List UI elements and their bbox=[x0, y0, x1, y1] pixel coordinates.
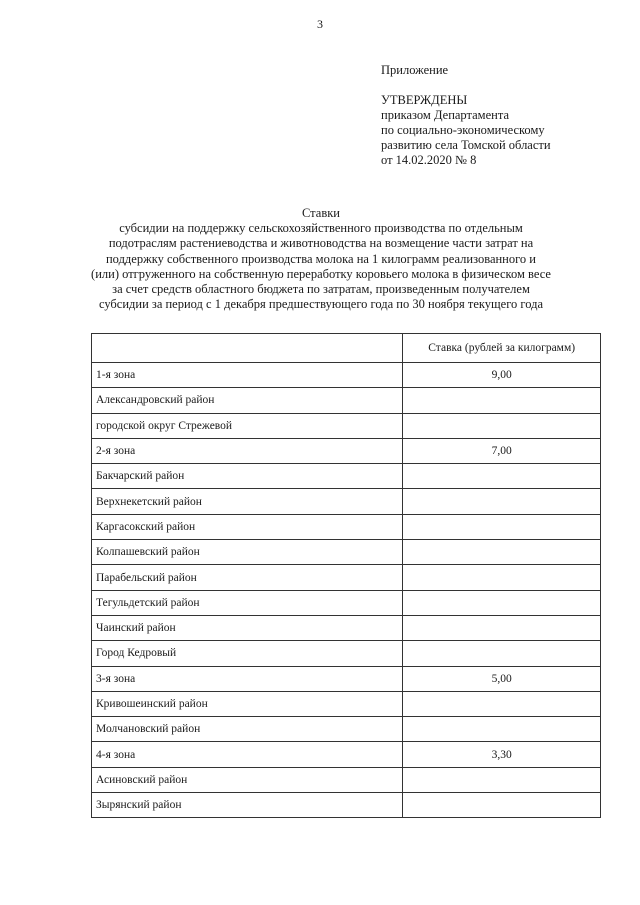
territory-name-cell: 3-я зона bbox=[92, 666, 403, 691]
table-row bbox=[92, 388, 601, 413]
rate-value-cell bbox=[403, 540, 601, 565]
header-rate-cell: Ставка (рублей за килограмм) bbox=[403, 334, 601, 363]
rate-value-cell bbox=[403, 590, 601, 615]
rate-value-cell bbox=[403, 615, 601, 640]
rate-value-cell bbox=[403, 767, 601, 792]
table-row bbox=[92, 590, 601, 615]
table-row bbox=[92, 438, 601, 463]
rate-value-cell bbox=[403, 641, 601, 666]
approval-line-2: по социально-экономическому bbox=[381, 123, 545, 137]
table-row bbox=[92, 413, 601, 438]
table-row bbox=[92, 793, 601, 818]
territory-name-cell: Парабельский район bbox=[92, 565, 403, 590]
title-line: поддержку собственного производства молока на 1 килограмм реализованного и bbox=[105, 251, 537, 266]
rate-value-cell bbox=[403, 489, 601, 514]
territory-name-cell: Асиновский район bbox=[92, 767, 403, 792]
table-row bbox=[92, 666, 601, 691]
title-line: субсидии на поддержку сельскохозяйственного производства по отдельным bbox=[119, 221, 523, 236]
document-title bbox=[80, 206, 562, 312]
rate-value-cell bbox=[403, 413, 601, 438]
territory-name-cell: Бакчарский район bbox=[92, 464, 403, 489]
table-row bbox=[92, 489, 601, 514]
territory-name-cell: Зырянский район bbox=[92, 793, 403, 818]
title-line: субсидии за период с 1 декабря предшествующего года по 30 ноября текущего года bbox=[98, 297, 544, 312]
rate-value-cell: 7,00 bbox=[403, 438, 601, 463]
table-row bbox=[92, 363, 601, 388]
rate-value-cell bbox=[403, 691, 601, 716]
table-row bbox=[92, 615, 601, 640]
territory-name-cell: Кривошеинский район bbox=[92, 691, 403, 716]
territory-name-cell: Каргасокский район bbox=[92, 514, 403, 539]
table-row bbox=[92, 691, 601, 716]
territory-name-cell: Колпашевский район bbox=[92, 540, 403, 565]
rate-value-cell bbox=[403, 464, 601, 489]
territory-name-cell: Тегульдетский район bbox=[92, 590, 403, 615]
territory-name-cell: Александровский район bbox=[92, 388, 403, 413]
rate-value-cell bbox=[403, 793, 601, 818]
rates-table bbox=[91, 333, 601, 818]
rate-value-cell: 9,00 bbox=[403, 363, 601, 388]
rate-value-cell bbox=[403, 565, 601, 590]
territory-name-cell: Верхнекетский район bbox=[92, 489, 403, 514]
table-row bbox=[92, 514, 601, 539]
approval-block bbox=[381, 63, 551, 168]
territory-name-cell: городской округ Стрежевой bbox=[92, 413, 403, 438]
table-row bbox=[92, 540, 601, 565]
table-row bbox=[92, 641, 601, 666]
territory-name-cell: 1-я зона bbox=[92, 363, 403, 388]
appendix-label: Приложение bbox=[381, 63, 449, 77]
table-row bbox=[92, 565, 601, 590]
title-heading: Ставки bbox=[301, 206, 340, 220]
territory-name-cell: 2-я зона bbox=[92, 438, 403, 463]
table-row bbox=[92, 767, 601, 792]
approval-order-date: от 14.02.2020 № 8 bbox=[381, 153, 477, 167]
territory-name-cell: Город Кедровый bbox=[92, 641, 403, 666]
title-line: подотраслям растениеводства и животноводства на возмещение части затрат на bbox=[108, 236, 534, 251]
title-line: за счет средств областного бюджета по затратам, произведенным получателем bbox=[112, 282, 530, 297]
territory-name-cell: Молчановский район bbox=[92, 717, 403, 742]
approved-heading: УТВЕРЖДЕНЫ bbox=[381, 93, 468, 107]
rate-value-cell: 5,00 bbox=[403, 666, 601, 691]
territory-name-cell: 4-я зона bbox=[92, 742, 403, 767]
page-number: 3 bbox=[317, 17, 323, 31]
territory-name-cell: Чаинский район bbox=[92, 615, 403, 640]
table-row bbox=[92, 742, 601, 767]
table-row bbox=[92, 464, 601, 489]
approval-line-1: приказом Департамента bbox=[381, 108, 509, 122]
rate-value-cell bbox=[403, 388, 601, 413]
rate-value-cell: 3,30 bbox=[403, 742, 601, 767]
table-row bbox=[92, 717, 601, 742]
rate-value-cell bbox=[403, 514, 601, 539]
header-name-cell bbox=[92, 334, 403, 363]
title-line: (или) отгруженного на собственную переработку коровьего молока в физическом весе bbox=[91, 266, 551, 281]
table-header-row bbox=[92, 334, 601, 363]
rate-value-cell bbox=[403, 717, 601, 742]
approval-line-3: развитию села Томской области bbox=[381, 138, 551, 152]
